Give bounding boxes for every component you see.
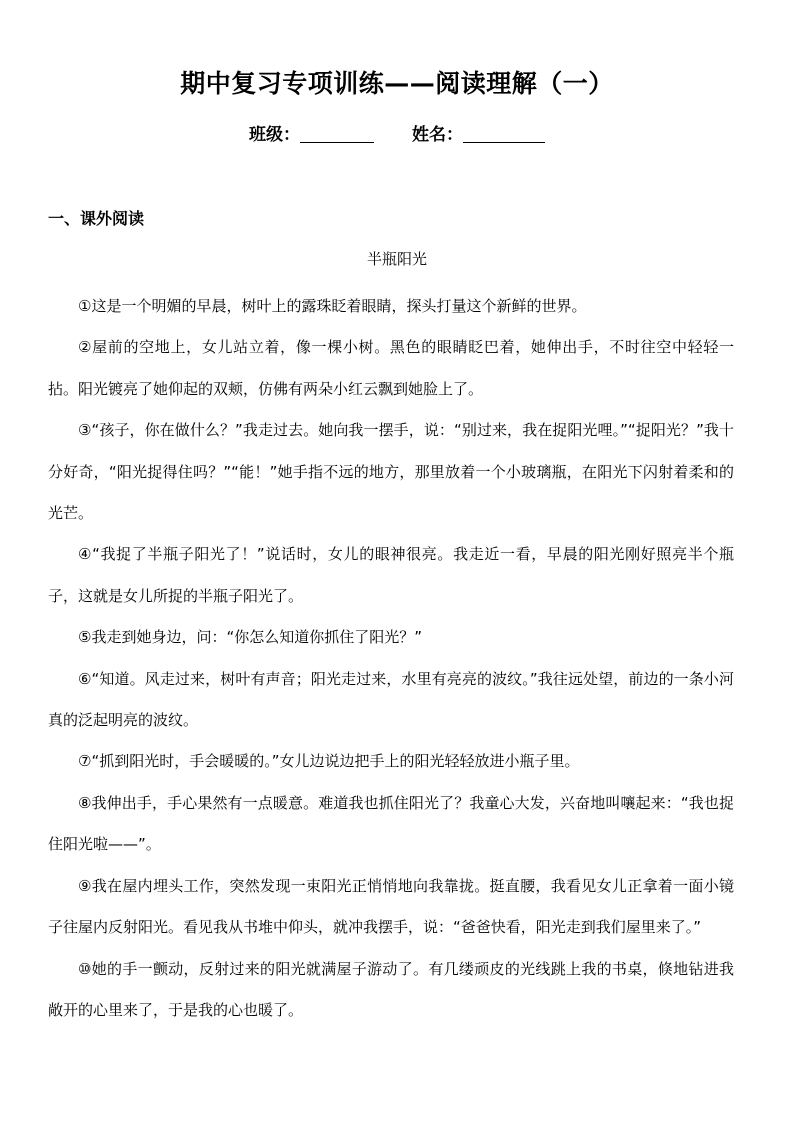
paragraph-7: ⑦“抓到阳光时，手会暖暖的。”女儿边说边把手上的阳光轻轻放进小瓶子里。 bbox=[78, 752, 580, 771]
class-blank[interactable] bbox=[300, 124, 374, 143]
student-info bbox=[0, 120, 794, 145]
story-title: 半瓶阳光 bbox=[366, 250, 427, 268]
paragraph-3: ③“孩子，你在做什么？”我走过去。她向我一摆手，说：“别过来，我在捉阳光哩。”“捉阳光？”我十分好奇，“阳光捉得住吗？”“能！”她手指不远的地方，那里放着一个小玻璃瓶，在阳光下闪射着柔和的光芒。 bbox=[48, 421, 734, 523]
story-body bbox=[48, 286, 734, 1031]
paragraph-1: ①这是一个明媚的早晨，树叶上的露珠眨着眼睛，探头打量这个新鲜的世界。 bbox=[78, 297, 587, 315]
class-label: 班级： bbox=[249, 125, 301, 145]
paragraph-2: ②屋前的空地上，女儿站立着，像一棵小树。黑色的眼睛眨巴着，她伸出手，不时往空中轻轻一拈。阳光镀亮了她仰起的双颊，仿佛有两朵小红云飘到她脸上了。 bbox=[48, 338, 734, 398]
section-heading: 一、课外阅读 bbox=[48, 209, 145, 228]
name-field bbox=[412, 120, 545, 145]
paragraph-6: ⑥“知道。风走过来，树叶有声音；阳光走过来，水里有亮亮的波纹。”我往远处望，前边的一条小河真的泛起明亮的波纹。 bbox=[48, 669, 734, 730]
name-blank[interactable] bbox=[463, 124, 545, 143]
paragraph-9: ⑨我在屋内埋头工作，突然发现一束阳光正悄悄地向我靠拢。挺直腰，我看见女儿正拿着一面小镜子往屋内反射阳光。看见我从书堆中仰头，就冲我摆手，说：“爸爸快看，阳光走到我们屋里来了。” bbox=[48, 876, 734, 937]
paragraph-4: ④“我捉了半瓶子阳光了！”说话时，女儿的眼神很亮。我走近一看，早晨的阳光刚好照亮半个瓶子，这就是女儿所捉的半瓶子阳光了。 bbox=[48, 545, 734, 605]
name-label: 姓名： bbox=[411, 125, 463, 145]
paragraph-8: ⑧我伸出手，手心果然有一点暖意。难道我也抓住阳光了？我童心大发，兴奋地叫嚷起来：“我也捉住阳光啦——”。 bbox=[48, 793, 734, 854]
class-field bbox=[249, 120, 374, 145]
paragraph-10: ⑩她的手一颤动，反射过来的阳光就满屋子游动了。有几缕顽皮的光线跳上我的书桌，倏地钻进我敞开的心里来了，于是我的心也暖了。 bbox=[48, 959, 734, 1019]
page-title: 期中复习专项训练——阅读理解（一） bbox=[180, 69, 614, 98]
paragraph-5: ⑤我走到她身边，问：“你怎么知道你抓住了阳光？” bbox=[78, 628, 422, 647]
